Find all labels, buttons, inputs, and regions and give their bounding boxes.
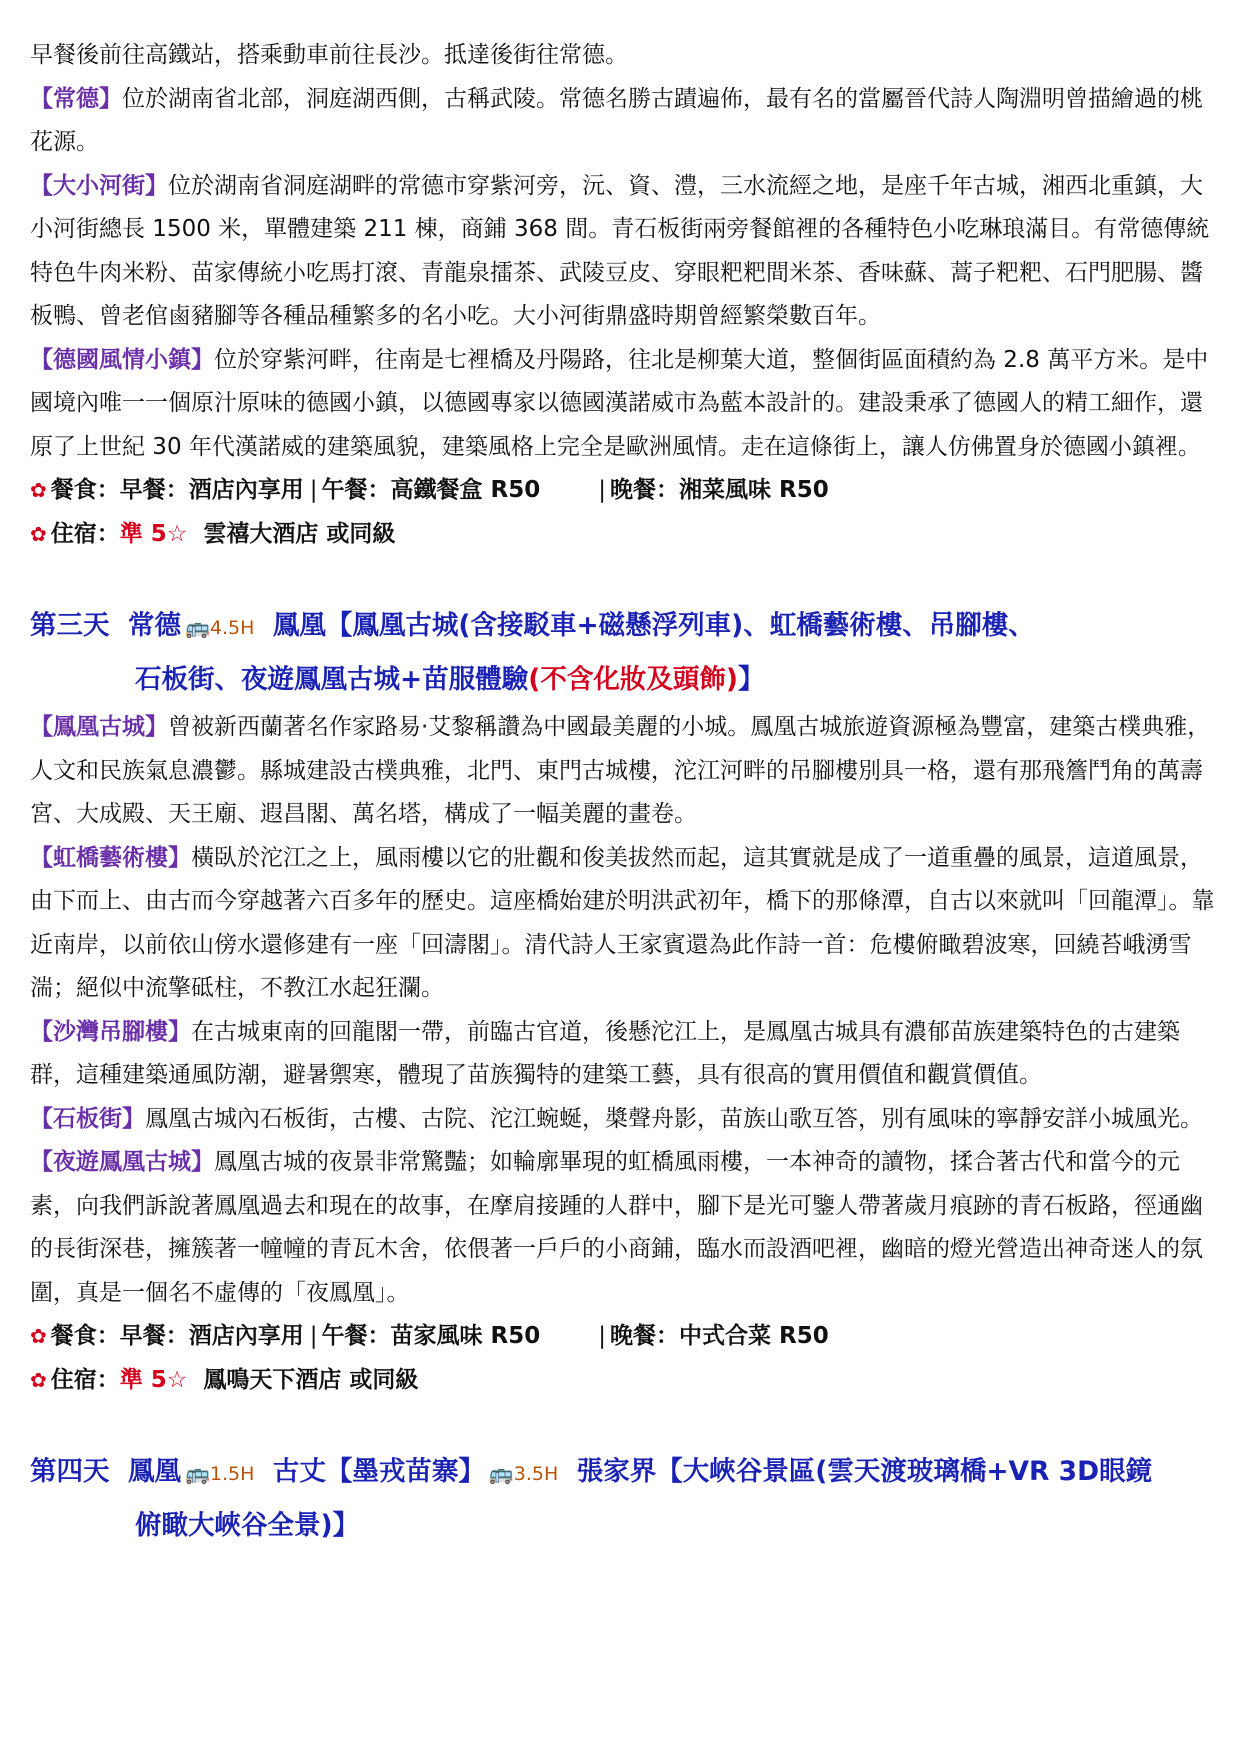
hotel-name: 鳳鳴天下酒店 或同級 xyxy=(203,1366,419,1393)
meal-breakfast: 早餐：酒店內享用 xyxy=(119,1323,304,1349)
hotel-label: 住宿： xyxy=(50,1366,120,1393)
spot-text: 位於湖南省北部，洞庭湖西側，古稱武陵。常德名勝古蹟遍佈，最有名的當屬晉代詩人陶淵明曾描繪過的桃花源。 xyxy=(30,85,1203,155)
spot-tag: 【大小河街】 xyxy=(30,172,168,199)
day3-title-line2 xyxy=(30,654,1220,706)
hotel-label: 住宿： xyxy=(50,520,120,547)
day-number: 第三天 xyxy=(30,610,110,641)
spot-german-town xyxy=(30,339,1220,470)
spot-shawan xyxy=(30,1011,1220,1098)
flower-icon: ✿ xyxy=(30,1367,47,1392)
meal-label: 餐食： xyxy=(50,1323,120,1349)
spot-tag: 【鳳凰古城】 xyxy=(30,714,168,740)
flower-icon: ✿ xyxy=(30,521,47,546)
spot-text: 位於穿紫河畔，往南是七裡橋及丹陽路，往北是柳葉大道，整個街區面積約為 2.8 萬平方米。是中國境內唯一一個原汁原味的德國小鎮，以德國專家以德國漢諾威市為藍本設計的。建設秉承了德國人的精工細作，還原了上世紀 30 年代漢諾威的建築風貌，建築風格上完全是歐洲風情。走在這條街上，讓人仿佛置身於德國小鎮裡。 xyxy=(30,346,1209,460)
spot-daxiaohe xyxy=(30,165,1220,339)
divider: | xyxy=(598,477,606,503)
spot-shibanjie xyxy=(30,1098,1220,1142)
spot-text: 位於湖南省洞庭湖畔的常德市穿紫河旁，沅、資、澧，三水流經之地，是座千年古城，湘西北重鎮，大小河街總長 1500 米，單體建築 211 棟，商鋪 368 間。青石板街兩旁餐館裡的各種特色小吃琳琅滿目。有常德傳統特色牛肉米粉、苗家傳統小吃馬打滾、青龍泉擂茶、武陵豆皮、穿眼粑粑間米茶、香味蘇、蒿子粑粑、石門肥腸、醬板鴨、曾老倌鹵豬腳等各種品種繁多的名小吃。大小河街鼎盛時期曾經繁榮數百年。 xyxy=(30,172,1210,329)
travel-hours: 3.5H xyxy=(513,1463,559,1485)
day4-title-line2 xyxy=(30,1500,1220,1552)
meal-lunch: 午餐：高鐵餐盒 R50 xyxy=(321,477,541,503)
star-icon: ☆ xyxy=(166,520,188,547)
spot-text: 橫臥於沱江之上，風雨樓以它的壯觀和俊美拔然而起，這其實就是成了一道重疊的風景，這道風景，由下而上、由古而今穿越著六百多年的歷史。這座橋始建於明洪武初年，橋下的那條潭，自古以來就叫「回龍潭」。靠近南岸，以前依山傍水還修建有一座「回濤閣」。清代詩人王家賓還為此作詩一首：危樓俯瞰碧波寒，回繞苔峨湧雪湍；絕似中流擎砥柱，不教江水起狂瀾。 xyxy=(30,844,1215,1001)
spot-tag: 【常德】 xyxy=(30,85,122,112)
meal-label: 餐食： xyxy=(50,477,120,503)
hotel-grade: 準 5 xyxy=(119,520,167,547)
bus-icon: 🚌 xyxy=(488,1461,514,1485)
hotel-line xyxy=(30,1359,1220,1403)
spot-night-tour xyxy=(30,1141,1220,1315)
day-close: 】 xyxy=(737,664,765,695)
divider: | xyxy=(309,477,318,503)
day-mid: 古丈【墨戎苗寨】 xyxy=(272,1456,485,1487)
meal-line xyxy=(30,469,1220,513)
spot-tag: 【夜遊鳳凰古城】 xyxy=(30,1149,214,1175)
spot-text: 鳳凰古城內石板街，古樓、古院、沱江蜿蜒，槳聲舟影，苗族山歌互答，別有風味的寧靜安詳小城風光。 xyxy=(145,1105,1203,1132)
meal-dinner: 晚餐：湘菜風味 R50 xyxy=(610,477,829,503)
spot-tag: 【沙灣吊腳樓】 xyxy=(30,1018,191,1045)
meal-line xyxy=(30,1315,1220,1359)
day-note: (不含化妝及頭飾) xyxy=(528,664,738,695)
day2-intro: 早餐後前往高鐵站，搭乘動車前往長沙。抵達後街往常德。 xyxy=(30,42,628,68)
spot-hongqiao xyxy=(30,837,1220,1011)
flower-icon: ✿ xyxy=(30,1324,47,1348)
spot-tag: 【德國風情小鎮】 xyxy=(30,346,214,373)
spot-tag: 【石板街】 xyxy=(30,1105,145,1132)
spot-text: 在古城東南的回龍閣一帶，前臨古官道，後懸沱江上，是鳳凰古城具有濃郁苗族建築特色的古建築群，這種建築通風防潮，避暑禦寒，體現了苗族獨特的建築工藝，具有很高的實用價值和觀賞價值。 xyxy=(30,1018,1180,1088)
travel-hours: 1.5H xyxy=(209,1463,255,1485)
day-main: 張家界【大峽谷景區(雲天渡玻璃橋+VR 3D眼鏡 xyxy=(576,1456,1153,1487)
spot-text: 曾被新西蘭著名作家路易·艾黎稱讚為中國最美麗的小城。鳳凰古城旅遊資源極為豐富，建築古樸典雅，人文和民族氣息濃鬱。縣城建設古樸典雅，北門、東門古城樓，沱江河畔的吊腳樓別具一格，還有那飛簷鬥角的萬壽宮、大成殿、天王廟、遐昌閣、萬名塔，構成了一幅美麗的畫卷。 xyxy=(30,714,1211,827)
bus-icon: 🚌 xyxy=(184,615,210,639)
spot-changde xyxy=(30,78,1220,165)
hotel-grade: 準 5 xyxy=(119,1366,167,1393)
bus-icon: 🚌 xyxy=(184,1461,210,1485)
hotel-line xyxy=(30,513,1220,557)
day-number: 第四天 xyxy=(30,1456,110,1487)
day3-title xyxy=(30,600,1220,654)
divider: | xyxy=(598,1323,606,1349)
itinerary-page xyxy=(30,34,1220,1552)
hotel-name: 雲禧大酒店 或同級 xyxy=(203,520,396,547)
meal-lunch: 午餐：苗家風味 R50 xyxy=(321,1323,541,1349)
day-from: 鳳凰 xyxy=(127,1456,181,1487)
day4-title xyxy=(30,1446,1220,1500)
star-icon: ☆ xyxy=(166,1366,188,1393)
flower-icon: ✿ xyxy=(30,478,47,502)
meal-dinner: 晚餐：中式合菜 R50 xyxy=(610,1323,829,1349)
meal-breakfast: 早餐：酒店內享用 xyxy=(119,477,304,503)
travel-hours: 4.5H xyxy=(209,617,255,639)
day-main: 鳳凰【鳳凰古城(含接駁車+磁懸浮列車)、虹橋藝術樓、吊腳樓、 xyxy=(272,610,1035,641)
divider: | xyxy=(309,1323,318,1349)
day-line2: 石板街、夜遊鳳凰古城+苗服體驗 xyxy=(135,664,529,695)
spot-fenghuang xyxy=(30,706,1220,837)
spot-text: 鳳凰古城的夜景非常驚豔；如輪廓畢現的虹橋風雨樓，一本神奇的讀物，揉合著古代和當今的元素，向我們訴說著鳳凰過去和現在的故事，在摩肩接踵的人群中，腳下是光可鑒人帶著歲月痕跡的青石板路，徑通幽的長街深巷，擁簇著一幢幢的青瓦木舍，依偎著一戶戶的小商鋪，臨水而設酒吧裡，幽暗的燈光營造出神奇迷人的氛圍，真是一個名不虛傳的「夜鳳凰」。 xyxy=(30,1149,1203,1306)
spot-tag: 【虹橋藝術樓】 xyxy=(30,844,191,871)
day-line2: 俯瞰大峽谷全景)】 xyxy=(135,1510,360,1541)
day-from: 常德 xyxy=(127,610,181,641)
